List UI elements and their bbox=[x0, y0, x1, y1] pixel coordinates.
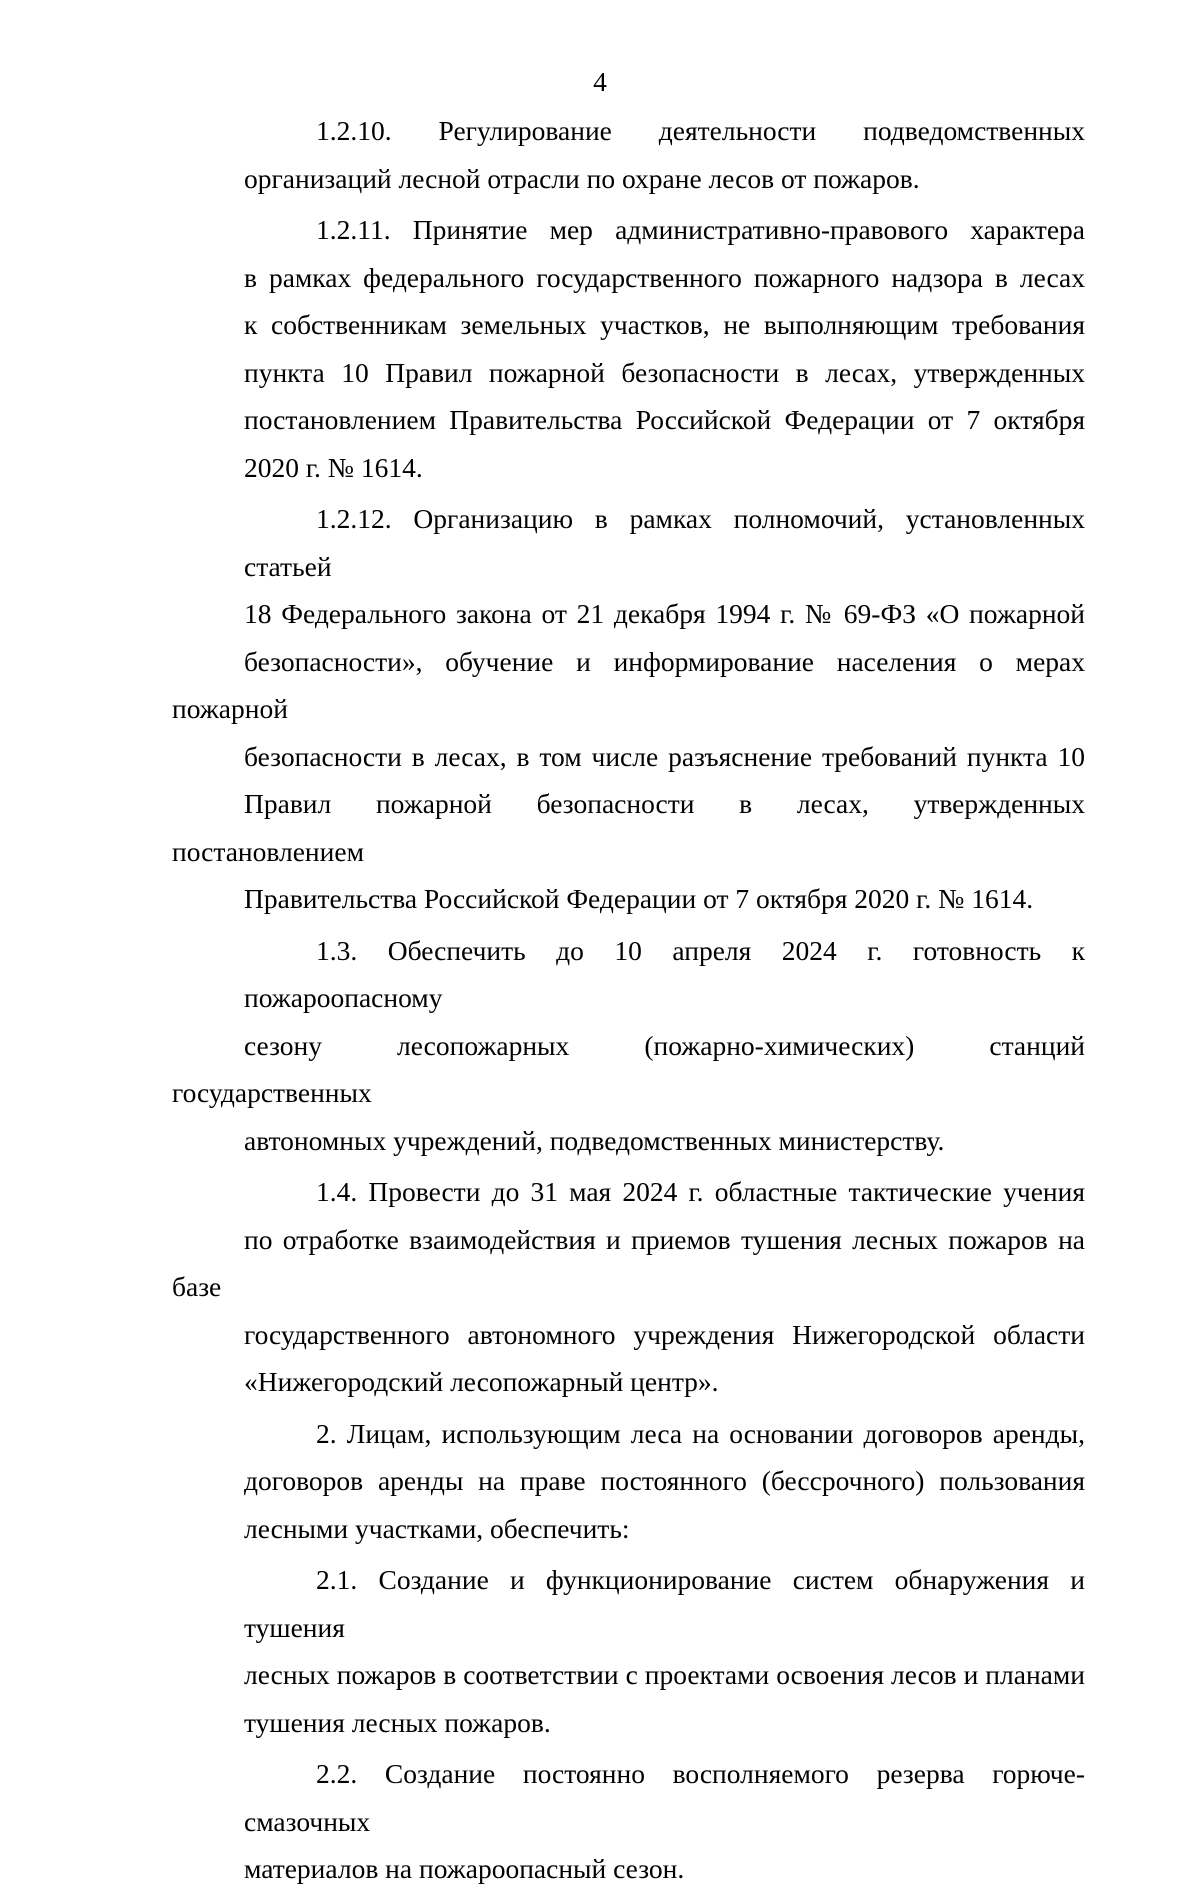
text-line: «Нижегородский лесопожарный центр». bbox=[244, 1366, 719, 1397]
text-line: 2.1. Создание и функционирование систем обнаружения и тушения bbox=[244, 1564, 1085, 1643]
paragraph-1-3 bbox=[172, 927, 1085, 1165]
document-body bbox=[172, 107, 1085, 1897]
text-line: 2. Лицам, использующим леса на основании договоров аренды, bbox=[316, 1417, 1085, 1449]
paragraph-1-4 bbox=[172, 1168, 1085, 1406]
text-line: 1.2.10. Регулирование деятельности подведомственных bbox=[316, 115, 1085, 146]
text-line: Правительства Российской Федерации от 7 октября 2020 г. № 1614. bbox=[244, 883, 1034, 914]
text-line: материалов на пожароопасный сезон. bbox=[244, 1853, 685, 1884]
text-line: безопасности», обучение и информирование населения о мерах пожарной bbox=[172, 645, 1085, 724]
text-line: государственного автономного учреждения Нижегородской области bbox=[244, 1318, 1085, 1350]
text-line: постановлением Правительства Российской Федерации от 7 октября bbox=[244, 404, 1085, 435]
text-line: договоров аренды на праве постоянного (бессрочного) пользования bbox=[244, 1465, 1085, 1496]
paragraph-2 bbox=[172, 1410, 1085, 1553]
text-line: 1.3. Обеспечить до 10 апреля 2024 г. готовность к пожароопасному bbox=[244, 934, 1085, 1013]
text-line: по отработке взаимодействия и приемов тушения лесных пожаров на базе bbox=[172, 1223, 1085, 1302]
text-line: лесными участками, обеспечить: bbox=[244, 1512, 630, 1544]
text-line: пункта 10 Правил пожарной безопасности в лесах, утвержденных bbox=[244, 356, 1085, 388]
page-number: 4 bbox=[593, 66, 607, 97]
text-line: лесных пожаров в соответствии с проектами освоения лесов и планами bbox=[244, 1659, 1085, 1690]
text-line: 1.4. Провести до 31 мая 2024 г. областные тактические учения bbox=[316, 1176, 1085, 1207]
text-line: 18 Федерального закона от 21 декабря 1994 г. № 69-ФЗ «О пожарной bbox=[244, 598, 1085, 629]
text-line: безопасности в лесах, в том числе разъяснение требований пункта 10 bbox=[244, 740, 1085, 772]
text-line: Правил пожарной безопасности в лесах, утвержденных постановлением bbox=[172, 788, 1085, 867]
paragraph-2-2 bbox=[172, 1750, 1085, 1893]
text-line: 1.2.11. Принятие мер административно-правового характера bbox=[316, 214, 1085, 245]
text-line: сезону лесопожарных (пожарно-химических) станций государственных bbox=[172, 1029, 1085, 1108]
paragraph-1-2-10 bbox=[172, 107, 1085, 202]
text-line: тушения лесных пожаров. bbox=[244, 1706, 551, 1738]
paragraph-1-2-12 bbox=[172, 495, 1085, 923]
text-line: в рамках федерального государственного пожарного надзора в лесах bbox=[244, 261, 1085, 293]
text-line: 1.2.12. Организацию в рамках полномочий, установленных статьей bbox=[244, 503, 1085, 582]
paragraph-1-2-11 bbox=[172, 206, 1085, 491]
text-line: организаций лесной отрасли по охране лесов от пожаров. bbox=[244, 162, 920, 194]
text-line: 2.2. Создание постоянно восполняемого резерва горюче-смазочных bbox=[244, 1758, 1085, 1837]
text-line: 2020 г. № 1614. bbox=[244, 451, 423, 483]
text-line: к собственникам земельных участков, не выполняющим требования bbox=[244, 309, 1085, 340]
text-line: автономных учреждений, подведомственных министерству. bbox=[244, 1124, 945, 1156]
paragraph-2-1 bbox=[172, 1556, 1085, 1746]
